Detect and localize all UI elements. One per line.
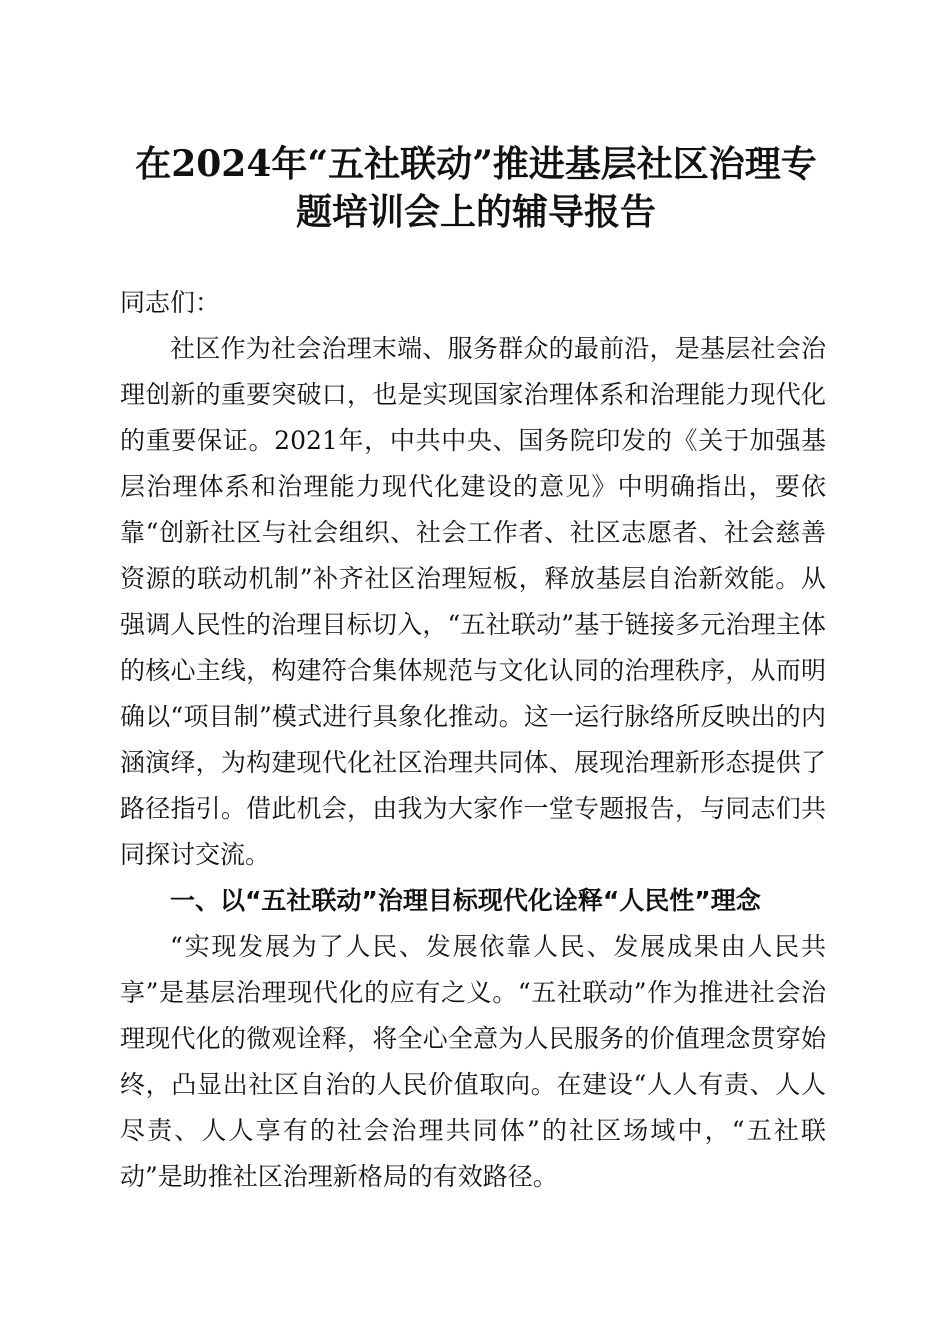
paragraph-intro: 社区作为社会治理末端、服务群众的最前沿，是基层社会治理创新的重要突破口，也是实现国家治理体系和治理能力现代化的重要保证。2021年，中共中央、国务院印发的《关于加强基层治理体系和治理能力现代化建设的意见》中明确指出，要依靠“创新社区与社会组织、社会工作者、社区志愿者、社会慈善资源的联动机制”补齐社区治理短板，释放基层自治新效能。从强调人民性的治理目标切入，“五社联动”基于链接多元治理主体的核心主线，构建符合集体规范与文化认同的治理秩序，从而明确以“项目制”模式进行具象化推动。这一运行脉络所反映出的内涵演绎，为构建现代化社区治理共同体、展现治理新形态提供了路径指引。借此机会，由我为大家作一堂专题报告，与同志们共同探讨交流。 <box>120 334 826 869</box>
document-body <box>120 280 826 1200</box>
section-heading-1: 一、以“五社联动”治理目标现代化诠释“人民性”理念 <box>170 886 761 915</box>
paragraph-section-1: “实现发展为了人民、发展依靠人民、发展成果由人民共享”是基层治理现代化的应有之义。“五社联动”作为推进社会治理现代化的微观诠释，将全心全意为人民服务的价值理念贯穿始终，凸显出社区自治的人民价值取向。在建设“人人有责、人人尽责、人人享有的社会治理共同体”的社区场域中，“五社联动”是助推社区治理新格局的有效路径。 <box>120 932 826 1191</box>
salutation: 同志们： <box>120 288 221 317</box>
document-title: 在2024年“五社联动”推进基层社区治理专题培训会上的辅导报告 <box>135 143 817 233</box>
